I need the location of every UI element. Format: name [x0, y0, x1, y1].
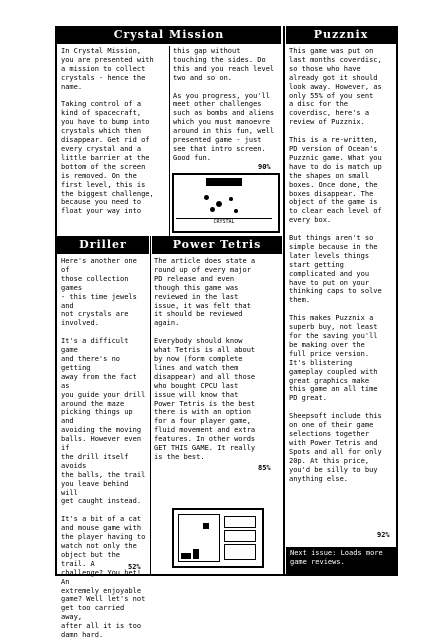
driller-title: Driller: [79, 238, 127, 251]
tetris-panel: [224, 530, 256, 542]
tetris-panel: [224, 516, 256, 528]
driller-tetris-divider: [150, 236, 151, 576]
crystal-dot: [204, 195, 209, 200]
tetris-panel: [224, 544, 256, 560]
crystal-mission-score: 90%: [258, 163, 271, 171]
tetris-well: [178, 514, 220, 562]
tetris-block: [181, 553, 191, 559]
crystal-column-divider: [169, 46, 170, 236]
crystal-logo: [206, 178, 242, 186]
crystal-mission-screenshot: [172, 173, 280, 233]
power-tetris-body: The article does state a round up of every major PD release and even though this game was reviewed in the last issue, it was felt that it should be reviewed again. Everybody should know what Tetris is all about by now (form complete lines and watch them disappear) and all those who bought CPCU last issue will know that Power Tetris is the best there is with an option for a four player game, fluid movement and extra features. In other words GET THIS GAME. It really is the best.: [154, 257, 256, 461]
power-tetris-title: Power Tetris: [172, 238, 262, 251]
puzznix-body: This game was put on last months coverdisc, so those who have already got it should look away. However, as only 55% of you sent a disc for the coverdisc, here's a review of Puzznix. This is a re-written, PD version of Ocean's Puzznic game. What you have to do is match up the shapes on small boxes. Once done, the boxes disappear. The object of the game is to clear each level of every box. But things aren't so simple because in the later levels things start getting complicated and you have to put on your thinking caps to solve them. This makes Puzznix a superb buy, not least for the saving you'll be making over the full price version. It's blistering gameplay coupled with great graphics make this game an all time PD great. Sheepsoft include this on one of their game selections together with Power Tetris and Spots and all for only 20p. At this price, you'd be silly to buy anything else.: [289, 47, 382, 483]
crystal-dot: [234, 209, 238, 213]
power-tetris-title-bar: [152, 236, 282, 254]
puzznix-score: 92%: [377, 531, 390, 539]
crystal-mission-column-2: this gap without touching the sides. Do this and you reach level two and so on. As you progress, you'll meet other challenges such as bombs and aliens which you must manoevre around in this fun, well presented game - just see that intro screen. Good fun.: [173, 47, 275, 162]
puzznix-divider: [283, 26, 285, 576]
driller-score: 52%: [128, 563, 141, 571]
crystal-dot: [216, 201, 222, 207]
left-border: [55, 26, 57, 576]
crystal-dot: [229, 197, 233, 201]
tetris-block: [193, 549, 199, 559]
puzznix-title: Puzznix: [313, 28, 369, 41]
crystal-mission-title: Crystal Mission: [113, 28, 225, 41]
power-tetris-screenshot: [172, 508, 264, 568]
crystal-mission-column-1: In Crystal Mission, you are presented with a mission to collect crystals - hence the name. Taking control of a kind of spacecraft, you have to bump into crystals which then disappear. Get rid of every crystal and a little barrier at the bottom of the screen is removed. On the first level, this is the biggest challenge, because you need to float your way into: [61, 47, 154, 216]
crystal-screen-label: CRYSTAL: [176, 218, 272, 226]
crystal-dot: [210, 207, 215, 212]
power-tetris-score: 85%: [258, 464, 271, 472]
crystal-mission-title-bar: [57, 26, 281, 44]
tetris-block: [203, 523, 209, 529]
right-border: [396, 26, 398, 576]
driller-body: Here's another one of those collection games - this time jewels and not crystals are involved. It's a difficult game and there's no getting away from the fact as you guide your drill around the maze picking things up and avoiding the moving balls. However even if the drill itself avoids the balls, the trail you leave behind will get caught instead. It's a bit of a cat and mouse game with the player having to watch not only the object but the trail. A challenge? You bet! An extremely enjoyable game? Well let's not get too carried away, after all it is too damn hard.: [61, 257, 146, 640]
puzznix-title-bar: [286, 26, 396, 44]
next-issue-banner: Next issue: Loads more game reviews.: [286, 547, 396, 574]
driller-title-bar: [57, 236, 149, 254]
